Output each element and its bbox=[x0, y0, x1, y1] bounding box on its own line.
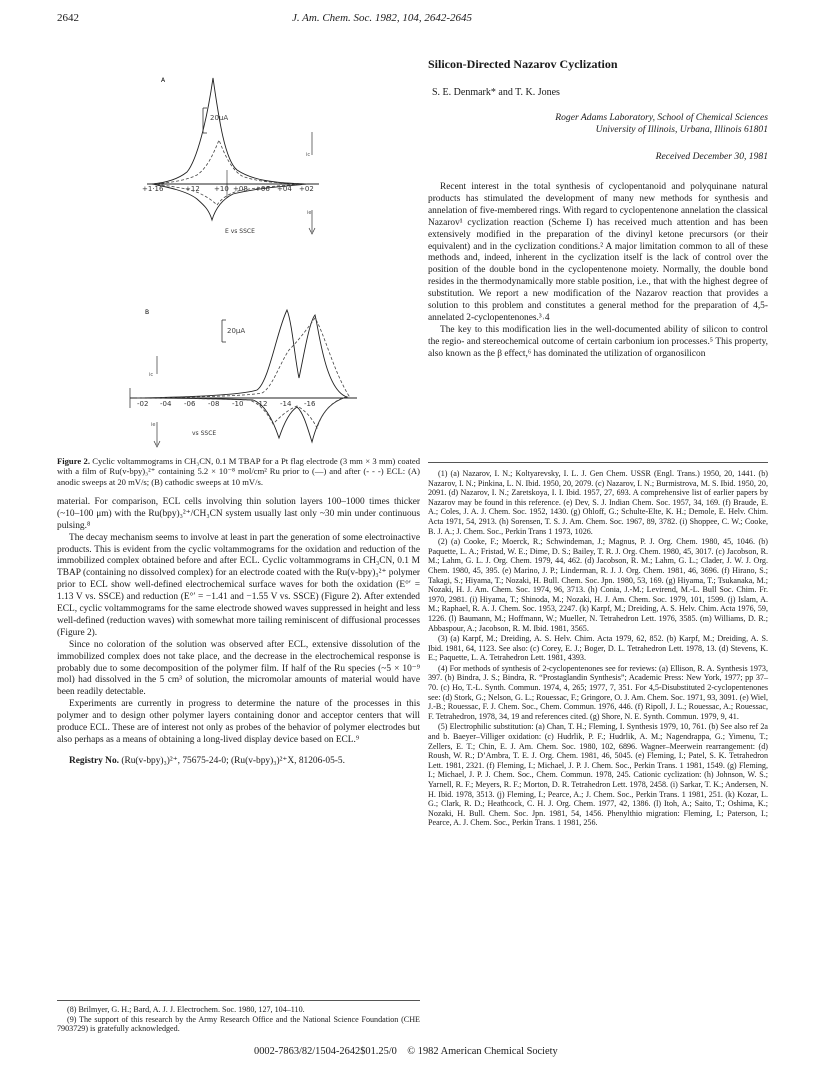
tick-a: +02 bbox=[299, 185, 314, 193]
tick-a: +06 bbox=[255, 185, 270, 193]
ie-label-a: ie bbox=[307, 210, 312, 216]
tick-a: +04 bbox=[277, 185, 292, 193]
page-footer bbox=[254, 1046, 558, 1057]
received-date: Received December 30, 1981 bbox=[655, 151, 768, 162]
tick-a: +08 bbox=[233, 185, 248, 193]
figure-caption bbox=[57, 456, 420, 487]
tick-b: -02 bbox=[137, 400, 149, 408]
reference: (4) For methods of synthesis of 2-cyclopentenones see for reviews: (a) Ellison, R. A. Synthesis 1973, 397. (b) Bindra, J. S.; Bindra, R. “Prostaglandin Synthesis”; Academic Press: New York, 1977; pp 37–70. (c) Ho, T.-L. Synth. Commun. 1974, 4, 265; 1977, 7, 351. For 4,5-Disubstituted 2-cyclopentenones see: (d) Stork, G.; Nelson, G. L.; Rouessac, F.; Gringore, O. J. Am. Chem. Soc. 1971, 93, 3091. (e) Wiel, J.-B.; Rouessac, F. J. Chem. Soc., Chem. Commun. 1976, 446. (f) Ripoll, J. L.; Rouessac, A.; Rouessac, F. Tetrahedron, 1978, 34, 19 and references cited. (g) Shore, N. E. Synth. Commun. 1979, 9, 41. bbox=[428, 663, 768, 721]
paragraph: Recent interest in the total synthesis of cyclopentanoid and polyquinane natural products has stimulated the development of many new methods for synthesis and annelation of five-membered rings. With regard to cyclopentenone annelation the classical Nazarov¹ cyclization reaction (Scheme I) has received much attention and has been extensively modified in the preparation of the divinyl ketone precursors (or their equivalent) and in the cyclization conditions.² A major limitation common to all of these methods and, indeed, inherent in the cyclization itself is the lack of control over the position of the double bond in the cyclopentenone moiety. Normally, the double bond resides in the thermodynamically more stable position, i.e., that with the highest degree of substitution. We report a new modification of the Nazarov reaction that provides a solution to this problem and constitutes a general method for the preparation of 4,5-annelated 2-cyclopentenones.³˒4 bbox=[428, 182, 768, 323]
article-head bbox=[428, 57, 768, 72]
paragraph: Since no coloration of the solution was observed after ECL, extensive dissolution of the immobilized complex does not take place, and the decrease in the electrochemical response is probably due to some decomposition of the polymer film. If half of the Ru species (~5 × 10⁻⁹ mol) had dissolved in the 5 cm³ of solution, the micromolar amounts of material would have been readily detectable. bbox=[57, 639, 420, 698]
reference: (5) Electrophilic substitution: (a) Chan, T. H.; Fleming, I. Synthesis 1979, 10, 761. (b) See also ref 2a and b. Baeyer–Villiger oxidation: (c) Hudrlik, P. F.; Hudrlik, A. M.; Nagendrappa, G.; Yimenu, T.; Zellers, E. T.; Chin, E. J. Am. Chem. Soc. 1980, 102, 6896. Wagner–Meerwein rearrangement: (d) Roush, W. R.; D’Ambra, T. E. J. Org. Chem. 1981, 46, 5045. (e) Fleming, I.; Patel, S. K. Tetrahedron Lett. 1981, 2321. (f) Fleming, I.; Michael, J. P. J. Chem. Soc., Perkin Trans. 1 1981, 1549. (g) Fleming, I.; Michael, J. P. J. Chem. Soc., Chem. Commun. 1978, 245. Cationic cyclization: (h) Johnson, W. S.; Yarnell, R. F.; Meyers, R. F.; Morton, D. R. Tetrahedron Lett. 1978, 2458. (i) Sarkar, T. K.; Andersen, N. H. Ibid. 1978, 3513. (j) Fleming, I.; Pearce, A.; J. Chem. Soc., Perkin Trans. 1 1981, 251. (k) Kozar, L. G.; Clark, R. D.; Heathcock, C. H. J. Org. Chem. 1977, 42, 1386. (l) Itoh, A.; Saito, T.; Oshima, K.; Nozaki, H. Bull. Chem. Soc. Jpn. 1981, 54, 1456. Phenylthio migration: Fleming, I.; Paterson, I.; Pearce, A. J. Chem. Soc., Perkin Trans. 1 1981, 256. bbox=[428, 722, 768, 828]
reference: (1) (a) Nazarov, I. N.; Koltyarevsky, I. L. J. Gen Chem. USSR (Engl. Trans.) 1950, 20, 1441. (b) Nazarov, I. N.; Pinkina, L. N. Ibid. 1950, 20, 2079. (c) Nazarov, I. N.; Burmistrova, M. S. Ibid. 1950, 20, 2091. (d) Nazarov, I. N.; Zaretskoya, I. I. Ibid. 1957, 27, 693. A comprehensive list of earlier papers by Nazarov may be found in this reference. (e) Dev, S. J. Indian Chem. Soc. 1957, 34, 169. (f) Braude, E. A.; Coles, J. A. J. Chem. Soc. 1952, 1430. (g) Ohloff, G.; Schulte-Elte, K. H.; Demole, E. Helv. Chim. Acta 1971, 54, 2913. (h) Sorensen, T. S. J. Am. Chem. Soc. 1967, 89, 3782. (i) Shoppee, C. W.; Cooke, B. J. A.; J. Chem. Soc., Perkin Trans 1 1973, 1026. bbox=[428, 469, 768, 536]
affiliation-line: Roger Adams Laboratory, School of Chemical Sciences bbox=[555, 112, 768, 123]
ticks-b bbox=[137, 400, 316, 408]
tick-a: +10 bbox=[214, 185, 229, 193]
footnote: (8) Brilmyer, G. H.; Bard, A. J. J. Electrochem. Soc. 1980, 127, 104–110. bbox=[67, 1005, 305, 1014]
ie-label-b: ie bbox=[151, 422, 156, 428]
panel-a bbox=[142, 77, 319, 235]
panel-b-label: B bbox=[145, 309, 150, 316]
affiliation-line: University of Illinois, Urbana, Illinois 61801 bbox=[595, 124, 768, 135]
tick-b: -14 bbox=[280, 400, 292, 408]
left-column bbox=[57, 456, 420, 768]
tick-a: +1·16 bbox=[142, 185, 164, 193]
panel-b bbox=[130, 309, 357, 447]
caption-label: Figure 2. bbox=[57, 456, 90, 466]
panel-a-label: A bbox=[161, 77, 166, 84]
cv-before-a bbox=[152, 78, 307, 220]
tick-b: -12 bbox=[256, 400, 268, 408]
caption-text: Cyclic voltammograms in CH₃CN, 0.1 M TBAP for a Pt flag electrode (3 mm × 3 mm) coated with a film of Ru(v-bpy)₃²⁺ containing 5.2 × 10⁻⁸ mol/cm² Ru prior to (—) and after (- - -) ECL: (A) anodic sweeps at 20 mV/s; (B) cathodic sweeps at 10 mV/s. bbox=[57, 456, 420, 487]
authors-block bbox=[432, 87, 772, 98]
page-number: 2642 bbox=[57, 12, 79, 24]
tick-b: -04 bbox=[160, 400, 172, 408]
footnote-rule bbox=[57, 1000, 420, 1001]
article-title: Silicon-Directed Nazarov Cyclization bbox=[428, 57, 618, 71]
ic-label-a: ic bbox=[306, 152, 311, 158]
article-body bbox=[428, 182, 768, 361]
running-header: J. Am. Chem. Soc. 1982, 104, 2642-2645 bbox=[292, 12, 473, 24]
tick-b: -08 bbox=[208, 400, 220, 408]
registry-text: (Ru(v-bpy)₃)²⁺, 75675-24-0; (Ru(v-bpy)₃)²⁺X, 81206-05-5. bbox=[119, 755, 345, 766]
scale-label-b: 20μA bbox=[227, 327, 246, 335]
ic-label-b: ic bbox=[149, 372, 154, 378]
received-block bbox=[428, 151, 768, 162]
paragraph: material. For comparison, ECL cells involving thin solution layers 100–1000 times thicker (~10–100 μm) with the Ru(bpy)₃²⁺/CH₃CN system usually last only ~30 min under continuous pulsing.⁸ bbox=[57, 496, 420, 531]
figure-2 bbox=[57, 60, 420, 460]
tick-a: +12 bbox=[185, 185, 200, 193]
left-footnotes bbox=[57, 1005, 420, 1034]
article-authors: S. E. Denmark* and T. K. Jones bbox=[432, 87, 560, 98]
references bbox=[428, 469, 768, 829]
footnote: (9) The support of this research by the Army Research Office and the National Science Foundation (CHE 7903729) is gratefully acknowledged. bbox=[57, 1014, 420, 1034]
xlabel-a: E vs SSCE bbox=[225, 228, 255, 235]
registry-numbers bbox=[57, 756, 420, 768]
registry-label: Registry No. bbox=[69, 755, 119, 766]
footer-copyright: © 1982 American Chemical Society bbox=[407, 1046, 558, 1057]
scale-label-a: 20μA bbox=[210, 114, 229, 122]
xlabel-b: vs SSCE bbox=[192, 430, 217, 437]
tick-b: -06 bbox=[184, 400, 196, 408]
references-rule bbox=[428, 462, 768, 463]
paragraph: The key to this modification lies in the well-documented ability of silicon to control the regio- and stereochemical outcome of certain carbonium ion processes.⁵ This property, also known as the β effect,⁶ has dominated the utilization of organosilicon bbox=[428, 324, 768, 359]
reference: (3) (a) Karpf, M.; Dreiding, A. S. Helv. Chim. Acta 1979, 62, 852. (b) Karpf, M.; Dreiding, A. S. Ibid. 1981, 64, 1123. See also: (c) Corey, E. J.; Boger, D. L. Tetrahedron Lett. 1978, 13. (d) Stevens, K. E.; Paquette, L. A. Tetrahedron Lett. 1981, 4393. bbox=[428, 634, 768, 663]
footer-code: 0002-7863/82/1504-2642$01.25/0 bbox=[254, 1046, 397, 1057]
paragraph: Experiments are currently in progress to determine the nature of the processes in this polymer and to design other polymer layers containing donor and acceptor centers that will produce ECL. These are of interest not only as probes of the behavior of polymer electrodes but also perhaps as a means of obtaining a long-lived display device based on ECL.⁹ bbox=[57, 699, 420, 746]
tick-b: -16 bbox=[304, 400, 316, 408]
reference: (2) (a) Cooke, F.; Moerck, R.; Schwindeman, J.; Magnus, P. J. Org. Chem. 1980, 45, 1046. (b) Paquette, L. A.; Fristad, W. E.; Dime, D. S.; Bailey, T. R. J. Org. Chem. 1980, 45, 3017. (c) Jacobson, R. M.; Lahm, G. L. J. Org. Chem. 1979, 44, 462. (d) Jacobson, R. M.; Lahm, G. L.; Clader, J. W. J. Org. Chem. 1980, 45, 395. (e) Marino, J. P.; Linderman, R. J. J. Org. Chem. 1981, 46, 3696. (f) Hirano, S.; Takagi, S.; Hiyama, T.; Nozaki, H. Bull. Chem. Soc. Jpn. 1980, 53, 169. (g) Hiyama, T.; Tsukanaka, M.; Nozaki, H. J. Am. Chem. Soc. 1974, 96, 3713. (h) Conia, J.-M.; Levirend, M.-L. Bull Soc. Chim. Fr. 1970, 2981. (i) Hiyama, T.; Shinoda, M.; Nozaki, H. J. Am. Chem. Soc. 1979, 101, 1599. (j) Islam, A. M.; Raphael, R. A. J. Chem. Soc. 1953, 2247. (k) Karpf, M.; Dreiding, A. S. Helv. Chim. Acta 1976, 59, 1226. (l) Baumann, M.; Hoffmann, W.; Mueller, N. Tetrahedron Lett. 1976, 3585. (m) Williams, D. R.; Abbaspour, A.; Jacobson, R. M. Ibid. 1981, 3565. bbox=[428, 537, 768, 633]
affiliation-block bbox=[428, 112, 768, 136]
tick-b: -10 bbox=[232, 400, 244, 408]
paragraph: The decay mechanism seems to involve at least in part the generation of some electroinactive products. This is evident from the cyclic voltammograms for the oxidation and reduction of the immobilized complex obtained before and after ECL. Cyclic voltammograms in CH₃CN, 0.1 M TBAP (containing no dissolved complex) for an electrode coated with the Ru(v-bpy)₃²⁺ polymer prior to ECL show well-defined electrochemical surface waves for both the oxidation (E°′ = 1.13 V vs. SSCE) and reduction (E°′ = −1.41 and −1.55 V vs. SSCE) (Figure 2). After extended ECL, cyclic voltammograms for the same electrode showed waves suppressed in height and less well-defined (reduction waves) with somewhat more tailing reminiscent of diffusional processes (Figure 2). bbox=[57, 532, 420, 638]
